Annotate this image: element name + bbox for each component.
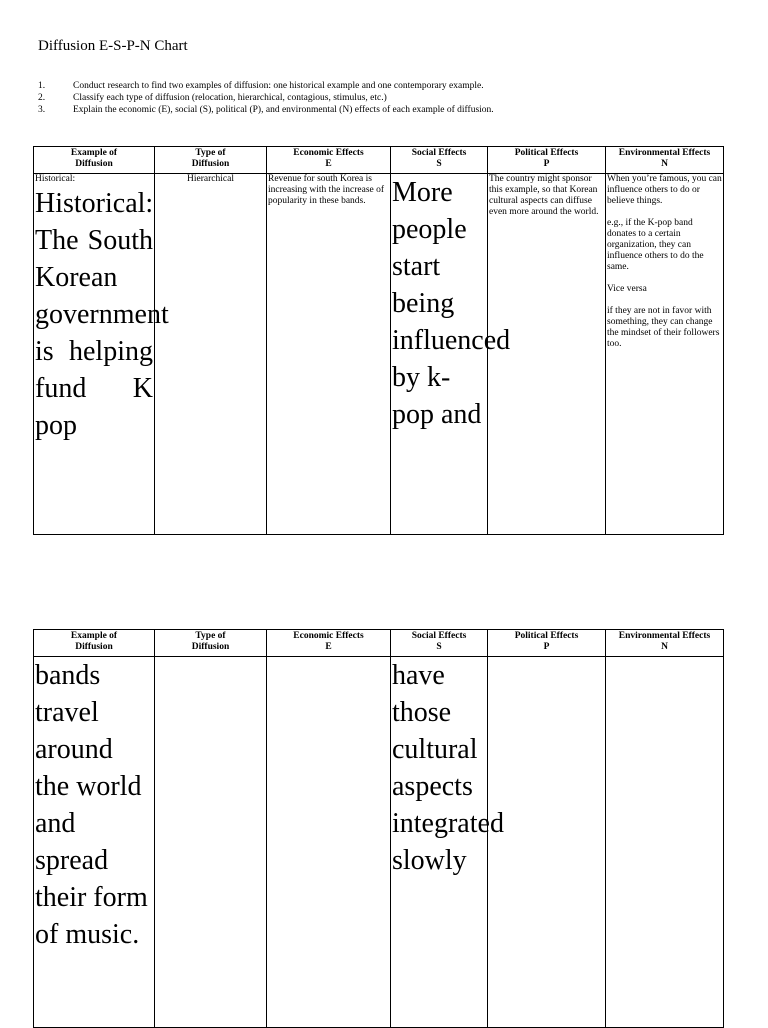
table-row: [34, 657, 724, 1028]
cell-environmental: [606, 174, 724, 535]
example-text: Historical: The South Korean government is helping fund K pop: [35, 188, 169, 441]
header-political: Political Effects P: [488, 147, 606, 174]
header-political: Political Effects P: [488, 630, 606, 657]
header-type: Type of Diffusion: [155, 630, 267, 657]
header-example: Example of Diffusion: [34, 147, 155, 174]
political-text: The country might sponsor this example, so that Korean cultural aspects can diffuse even more around the world.: [489, 174, 599, 217]
header-example: Example of Diffusion: [34, 630, 155, 657]
instruction-item: [38, 92, 494, 104]
instruction-number: 2.: [38, 93, 46, 103]
table-row: [34, 174, 724, 535]
instruction-text: Classify each type of diffusion (relocation, hierarchical, contagious, stimulus, etc.): [73, 93, 387, 103]
instruction-text: Conduct research to find two examples of diffusion: one historical example and one contemporary example.: [73, 81, 484, 91]
cell-economic: [267, 657, 391, 1028]
cell-economic: [267, 174, 391, 535]
header-social: Social Effects S: [391, 147, 488, 174]
cell-example: [34, 174, 169, 535]
social-text: More people start being influenced by k-pop and: [392, 177, 511, 430]
header-environmental: Environmental Effects N: [606, 147, 724, 174]
page-title: Diffusion E-S-P-N Chart: [38, 38, 188, 54]
social-text: have those cultural aspects integrated slowly: [392, 660, 504, 876]
cell-type: [155, 174, 267, 535]
cell-environmental: [606, 657, 724, 1028]
cell-political: [488, 657, 606, 1028]
example-label: Historical:: [35, 174, 76, 184]
type-text: Hierarchical: [187, 174, 234, 184]
example-text: bands travel around the world and spread their form of music.: [35, 660, 148, 950]
cell-social: [391, 657, 504, 1028]
environmental-text-3: Vice versa: [607, 284, 647, 294]
environmental-text-2: e.g., if the K-pop band donates to a certain organization, they can influence others to do the same.: [607, 218, 704, 272]
header-type: Type of Diffusion: [155, 147, 267, 174]
instruction-number: 1.: [38, 81, 46, 91]
espn-table-continued: [33, 629, 724, 1028]
table-header-row: [34, 630, 724, 657]
header-economic: Economic Effects E: [267, 147, 391, 174]
instruction-number: 3.: [38, 105, 46, 115]
espn-table-historical: [33, 146, 724, 535]
header-economic: Economic Effects E: [267, 630, 391, 657]
environmental-text-4: if they are not in favor with something, they can change the mindset of their followers too.: [607, 306, 720, 349]
environmental-text-1: When you’re famous, you can influence others to do or believe things.: [607, 174, 722, 206]
economic-text: Revenue for south Korea is increasing with the increase of popularity in these bands.: [268, 174, 385, 206]
instruction-item: [38, 104, 494, 116]
instruction-item: [38, 80, 494, 92]
instruction-text: Explain the economic (E), social (S), political (P), and environmental (N) effects of each example of diffusion.: [73, 105, 494, 115]
cell-example: [34, 657, 155, 1028]
header-environmental: Environmental Effects N: [606, 630, 724, 657]
cell-type: [155, 657, 267, 1028]
table-header-row: [34, 147, 724, 174]
header-social: Social Effects S: [391, 630, 488, 657]
cell-social: [391, 174, 511, 535]
instructions-list: [38, 80, 494, 116]
